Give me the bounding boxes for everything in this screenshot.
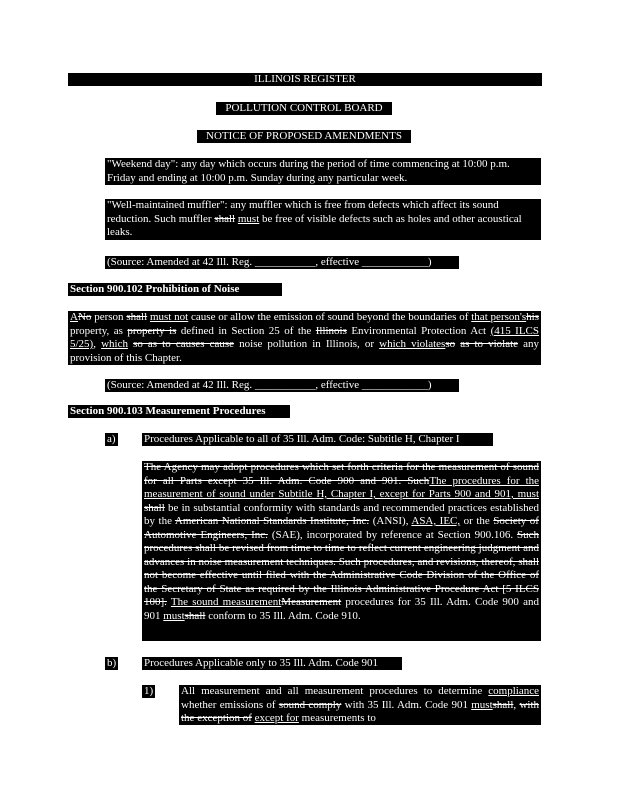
section-900-102-text: ANo person shall must not cause or allow the emission of sound beyond the boundaries of that person'shis property, as property is defined in Section 25 of the Illinois Environmental Protection Act (415 ILCS 5/25), which so as to causes cause noise pollution in Illinois, or which violatesso as to violate any provision of this Chapter. <box>70 311 540 364</box>
subsection-b-title: Procedures Applicable only to 35 Ill. Adm. Code 901 <box>142 657 402 670</box>
definition-well-maintained-muffler: "Well-maintained muffler": any muffler which is free from defects which affect its sound reduction. Such muffler shall must be free of visible defects such as holes and other acoustical leaks. <box>105 199 541 240</box>
definition-weekend-day: "Weekend day": any day which occurs during the period of time commencing at 10:00 p.m. Friday and ending at 10:00 p.m. Sunday during any particular week. <box>105 158 541 185</box>
subsection-a-title: Procedures Applicable to all of 35 Ill. Adm. Code: Subtitle H, Chapter I <box>142 433 493 446</box>
paragraph-b1-text: All measurement and all measurement procedures to determine compliance whether emissions of sound comply with 35 Ill. Adm. Code 901 mustshall, with the exception of except for measurements to <box>181 685 540 724</box>
subsection-a-label: a) <box>107 433 116 445</box>
source-note-2: (Source: Amended at 42 Ill. Reg. ___________, effective ____________) <box>105 379 459 392</box>
section-900-102-heading: Section 900.102 Prohibition of Noise Pollution <box>68 283 282 296</box>
notice-header: NOTICE OF PROPOSED AMENDMENTS <box>197 130 411 143</box>
board-header: POLLUTION CONTROL BOARD <box>216 102 392 115</box>
section-900-103-heading: Section 900.103 Measurement Procedures <box>68 405 290 418</box>
source-note-1: (Source: Amended at 42 Ill. Reg. ___________, effective ____________) <box>105 256 459 269</box>
subsection-a-text: The Agency may adopt procedures which set forth criteria for the measurement of sound for all Parts except 35 Ill. Adm. Code 900 and 901. SuchThe procedures for the measurement of sound under Subtitle H, Chapter I, except for Parts 900 and 901, must shall be in substantial conformity with standards and recommended practices established by the American National Standards Institute, Inc. (ANSI), ASA, IEC, or the Society of Automotive Engineers, Inc. (SAE), incorporated by reference at Section 900.106. Such procedures shall be revised from time to time to reflect current engineering judgment and advances in noise measurement techniques. Such procedures, and revisions, thereof, shall not become effective until filed with the Administrative Code Division of the Office of the Secretary of State as required by the Illinois Administrative Procedure Act [5 ILCS 100]. The sound measurementMeasurement procedures for 35 Ill. Adm. Code 900 and 901 mustshall conform to 35 Ill. Adm. Code 910. <box>142 461 541 641</box>
register-header: ILLINOIS REGISTER <box>68 73 542 86</box>
paragraph-b1-label: 1) <box>144 685 154 697</box>
subsection-b-label: b) <box>107 657 117 669</box>
